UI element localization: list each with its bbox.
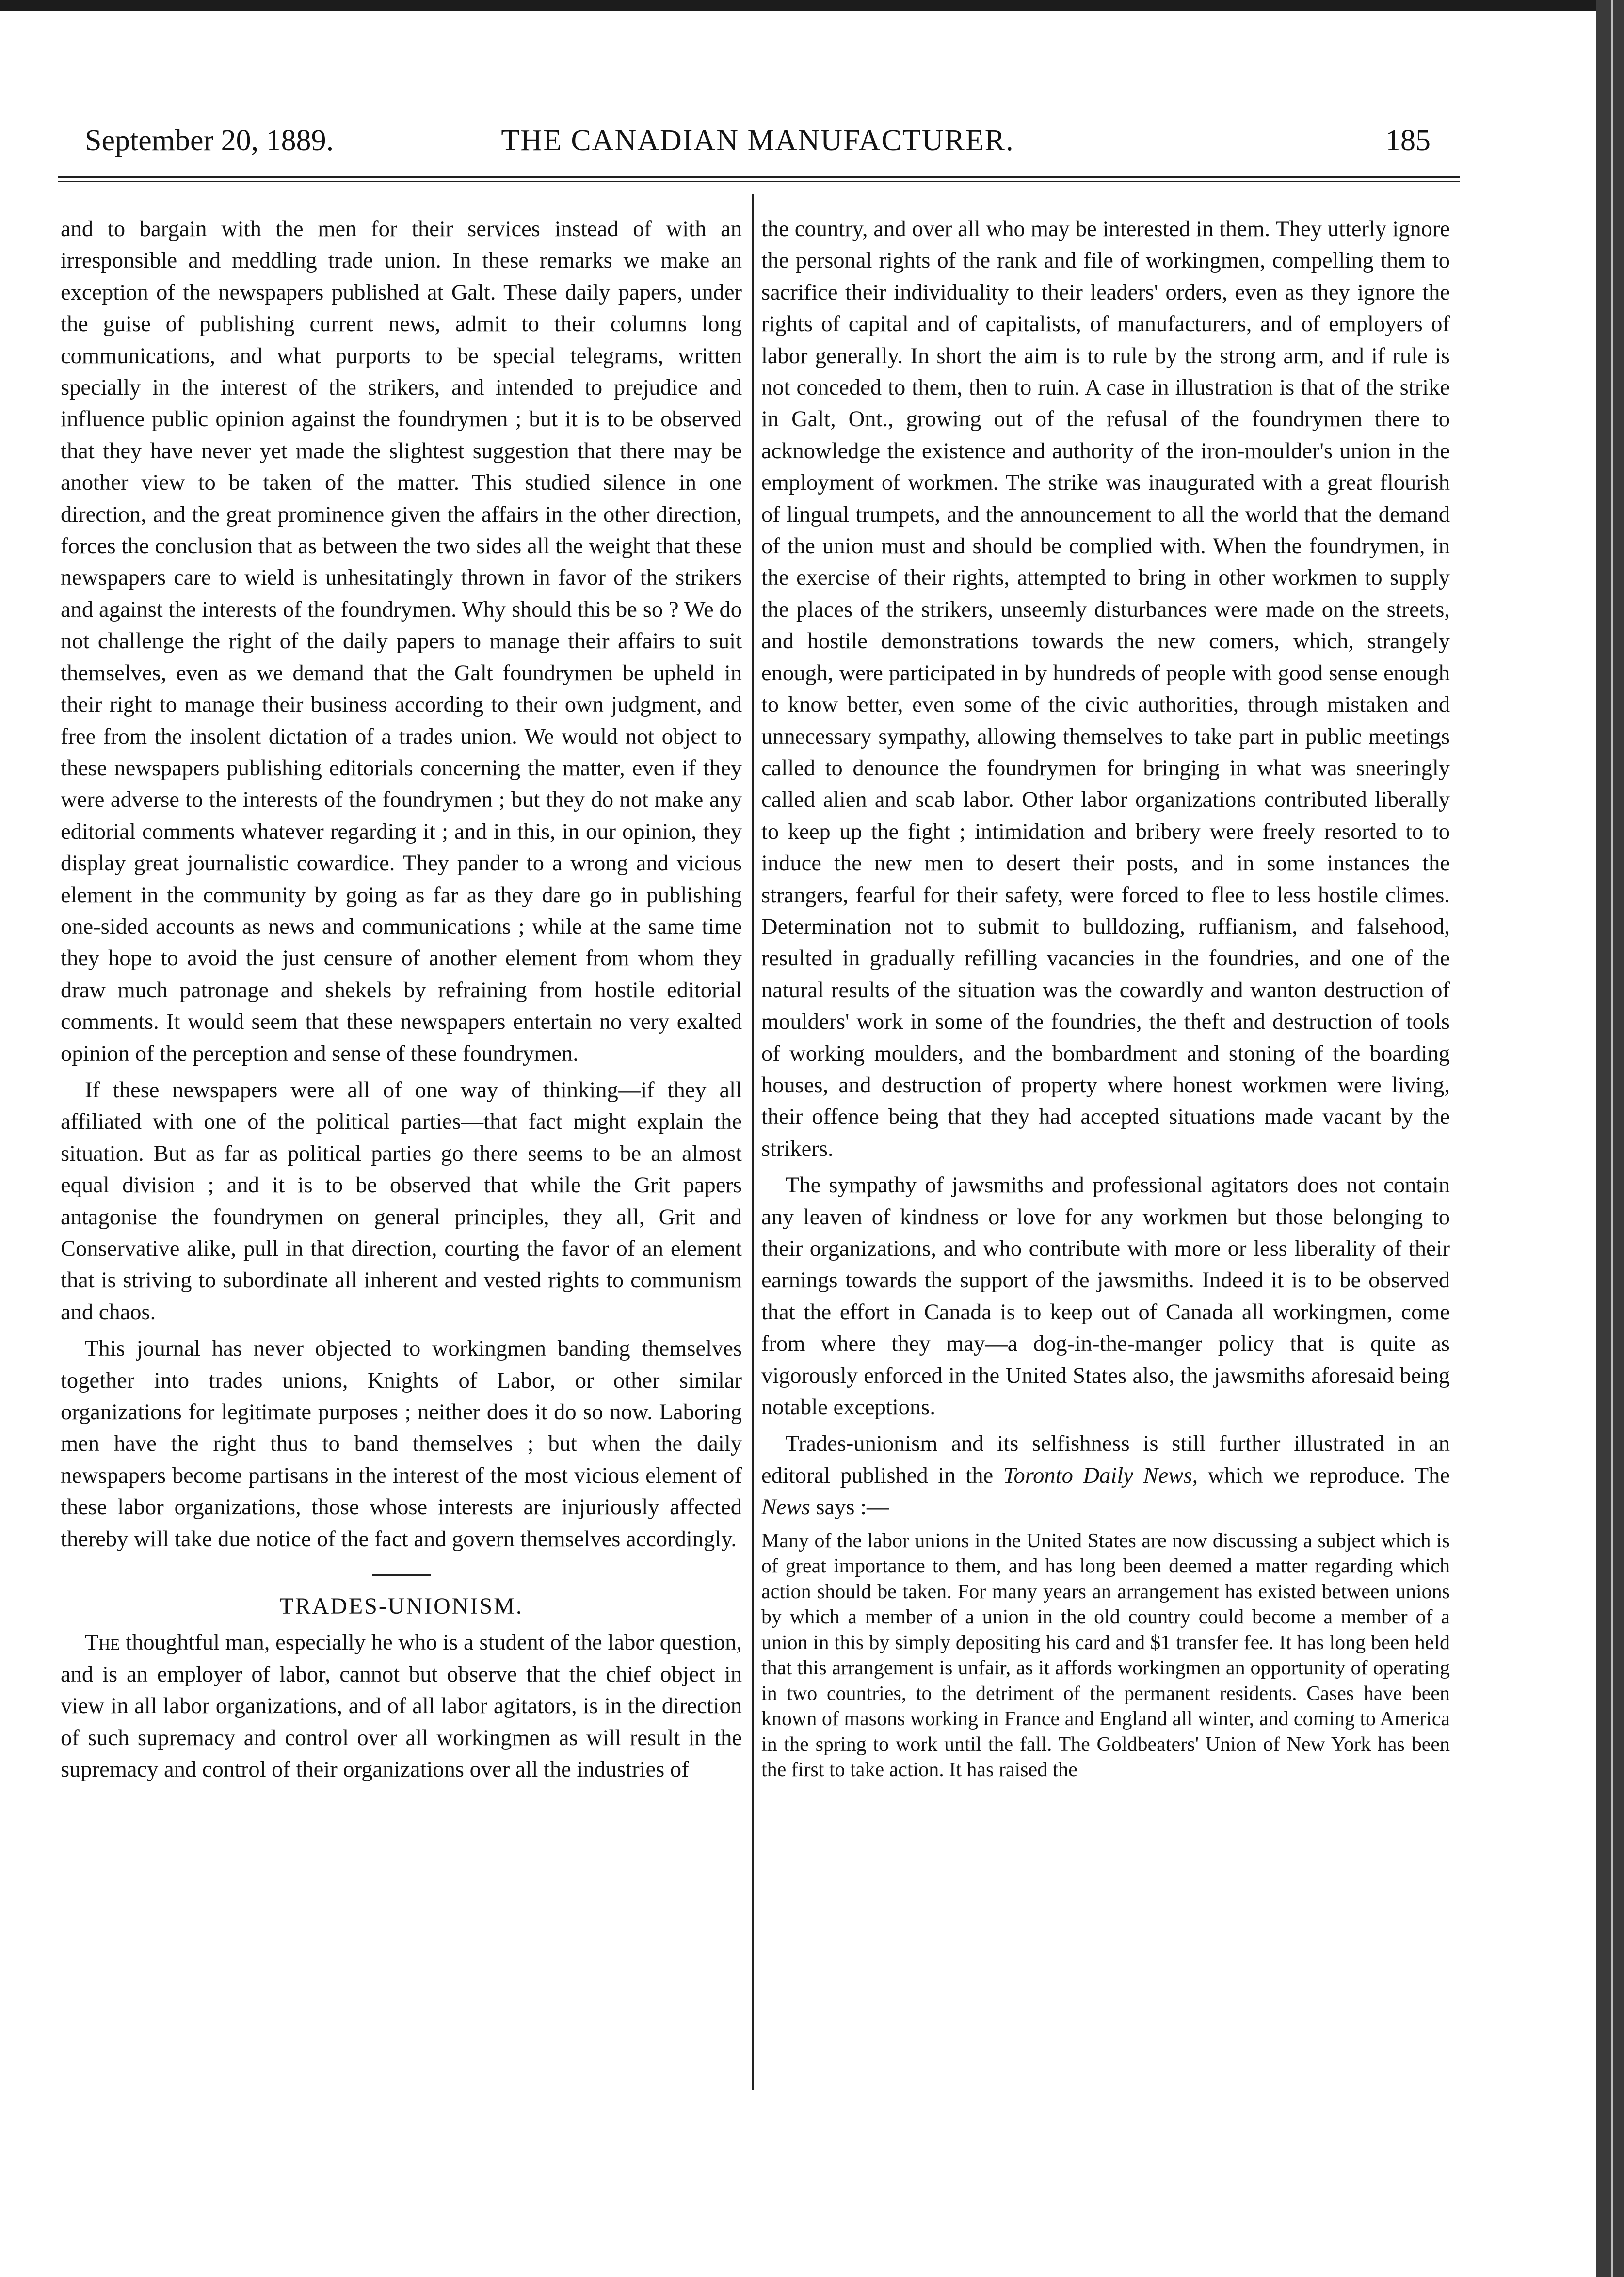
header-rule-thin	[58, 181, 1460, 182]
section-heading: TRADES-UNIONISM.	[279, 1593, 523, 1620]
right-paragraph-3	[761, 1428, 1450, 1523]
right-paragraph-3-a: Trades-unionism and its selfishness is still further illustrated in an editoral published in the	[761, 1431, 1450, 1488]
left-paragraph-3: This journal has never objected to workingmen banding themselves together into trades unions, Knights of Labor, or other similar organizations for legitimate purposes ; neither does it do so now. Laboring men have the right thus to band themselves ; but when the daily newspapers become partisans in the interest of the most vicious element of these labor organizations, those whose interests are injuriously affected thereby will take due notice of the fact and govern themselves accordingly.	[61, 1336, 742, 1552]
left-column	[61, 213, 742, 2129]
left-paragraph-1: and to bargain with the men for their services instead of with an irresponsible and meddling trade union. In these remarks we make an exception of the newspapers published at Galt. These daily papers, under the guise of publishing current news, admit to their columns long communications, and what purports to be special telegrams, written specially in the interest of the strikers, and intended to prejudice and influence public opinion against the foundrymen ; but it is to be observed that they have never yet made the slightest suggestion that there may be another view to be taken of the matter. This studied silence in one direction, and the great prominence given the affairs in the other direction, forces the conclusion that as between the two sides all the weight that these newspapers care to wield is unhesitatingly thrown in favor of the strikers and against the interests of the foundrymen. Why should this be so ? We do not challenge the right of the daily papers to manage their affairs to suit themselves, even as we demand that the Galt foundrymen be upheld in their right to manage their business according to their own judgment, and free from the insolent dictation of a trades union. We would not object to these newspapers publishing editorials concerning the matter, even if they were adverse to the interests of the foundrymen ; but they do not make any editorial comments whatever regarding it ; and in this, in our opinion, they display great journalistic cowardice. They pander to a wrong and vicious element in the community by going as far as they dare go in publishing one-sided accounts as news and communications ; while at the same time they hope to avoid the just censure of another element from whom they draw much patronage and shekels by refraining from hostile editorial comments. It would seem that these newspapers entertain no very exalted opinion of the perception and sense of these foundrymen.	[61, 217, 742, 1066]
newspaper-short-name: News	[761, 1495, 810, 1520]
section-divider	[372, 1574, 431, 1576]
right-paragraph-3-b: which we reproduce. The	[1207, 1463, 1450, 1488]
page-number: 185	[1385, 124, 1431, 157]
scan-edge-line	[1611, 0, 1613, 2277]
publication-title: THE CANADIAN MANUFACTURER.	[501, 124, 1014, 157]
quoted-editorial: Many of the labor unions in the United States are now discussing a subject which is of great importance to them, and has long been deemed a matter regarding which action should be taken. For many years an arrangement has existed between unions by which a member of a union in the old country could become a member of a union in this by simply depositing his card and $1 transfer fee. It has long been held that this arrangement is unfair, as it affords workingmen an opportunity of operating in two countries, to the detriment of the permanent residents. Cases have been known of masons working in France and England all winter, and coming to America in the spring to work until the fall. The Goldbeaters' Union of New York has been the first to take action. It has raised the	[761, 1529, 1450, 1781]
newspaper-name: Toronto Daily News,	[1003, 1463, 1198, 1488]
right-column	[761, 213, 1450, 2129]
left-paragraph-4-text: thoughtful man, especially he who is a student of the labor question, and is an employer of labor, cannot but observe that the chief object in view in all labor organizations, and of all labor agitators, is in the direction of such supremacy and control over all workingmen as will result in the supremacy and control of their organizations over all the industries of	[61, 1630, 742, 1782]
left-paragraph-2: If these newspapers were all of one way of thinking—if they all affiliated with one of the political parties—that fact might explain the situation. But as far as political parties go there seems to be an almost equal division ; and it is to be observed that while the Grit papers antagonise the foundrymen on general principles, they all, Grit and Conservative alike, pull in that direction, courting the favor of an element that is striving to subordinate all inherent and vested rights to communism and chaos.	[61, 1077, 742, 1325]
paragraph-lead-word: The	[85, 1630, 120, 1655]
column-divider	[752, 194, 754, 2090]
header-date: September 20, 1889.	[85, 124, 334, 157]
right-paragraph-3-c: says :—	[816, 1495, 889, 1520]
left-paragraph-4	[61, 1627, 742, 1785]
page-header	[85, 124, 1431, 167]
right-paragraph-1: the country, and over all who may be interested in them. They utterly ignore the personal rights of the rank and file of workingmen, compelling them to sacrifice their individuality to their leaders' orders, even as they ignore the rights of capital and of capitalists, of manufacturers, and of employers of labor generally. In short the aim is to rule by the strong arm, and if rule is not conceded to them, then to ruin. A case in illustration is that of the strike in Galt, Ont., growing out of the refusal of the foundrymen there to acknowledge the existence and authority of the iron-moulder's union in the employment of workmen. The strike was inaugurated with a great flourish of lingual trumpets, and the announcement to all the world that the demand of the union must and should be complied with. When the foundrymen, in the exercise of their rights, attempted to bring in other workmen to supply the places of the strikers, unseemly disturbances were made on the streets, and hostile demonstrations towards the new comers, which, strangely enough, were participated in by hundreds of people with good sense enough to know better, even some of the civic authorities, through mistaken and unnecessary sympathy, allowing themselves to take part in public meetings called to denounce the foundrymen for bringing in what was sneeringly called alien and scab labor. Other labor organizations contributed liberally to keep up the fight ; intimidation and bribery were freely resorted to to induce the new men to desert their posts, and in some instances the strangers, fearful for their safety, were forced to flee to less hostile climes. Determination not to submit to bulldozing, ruffianism, and falsehood, resulted in gradually refilling vacancies in the foundries, and one of the natural results of the situation was the cowardly and wanton destruction of moulders' work in some of the foundries, the theft and destruction of tools of working moulders, and the bombardment and stoning of the boarding houses, and destruction of property where honest workmen were living, their offence being that they had accepted situations made vacant by the strikers.	[761, 217, 1450, 1161]
scan-top-edge	[0, 0, 1624, 11]
scan-right-edge	[1596, 0, 1624, 2277]
right-paragraph-2: The sympathy of jawsmiths and professional agitators does not contain any leaven of kindness or love for any workmen but those belonging to their organizations, and who contribute with more or less liberality of their earnings towards the support of the jawsmiths. Indeed it is to be observed that the effort in Canada is to keep out of Canada all workingmen, come from where they may—a dog-in-the-manger policy that is quite as vigorously enforced in the United States also, the jawsmiths aforesaid being notable exceptions.	[761, 1173, 1450, 1420]
header-rule-thick	[58, 176, 1460, 178]
